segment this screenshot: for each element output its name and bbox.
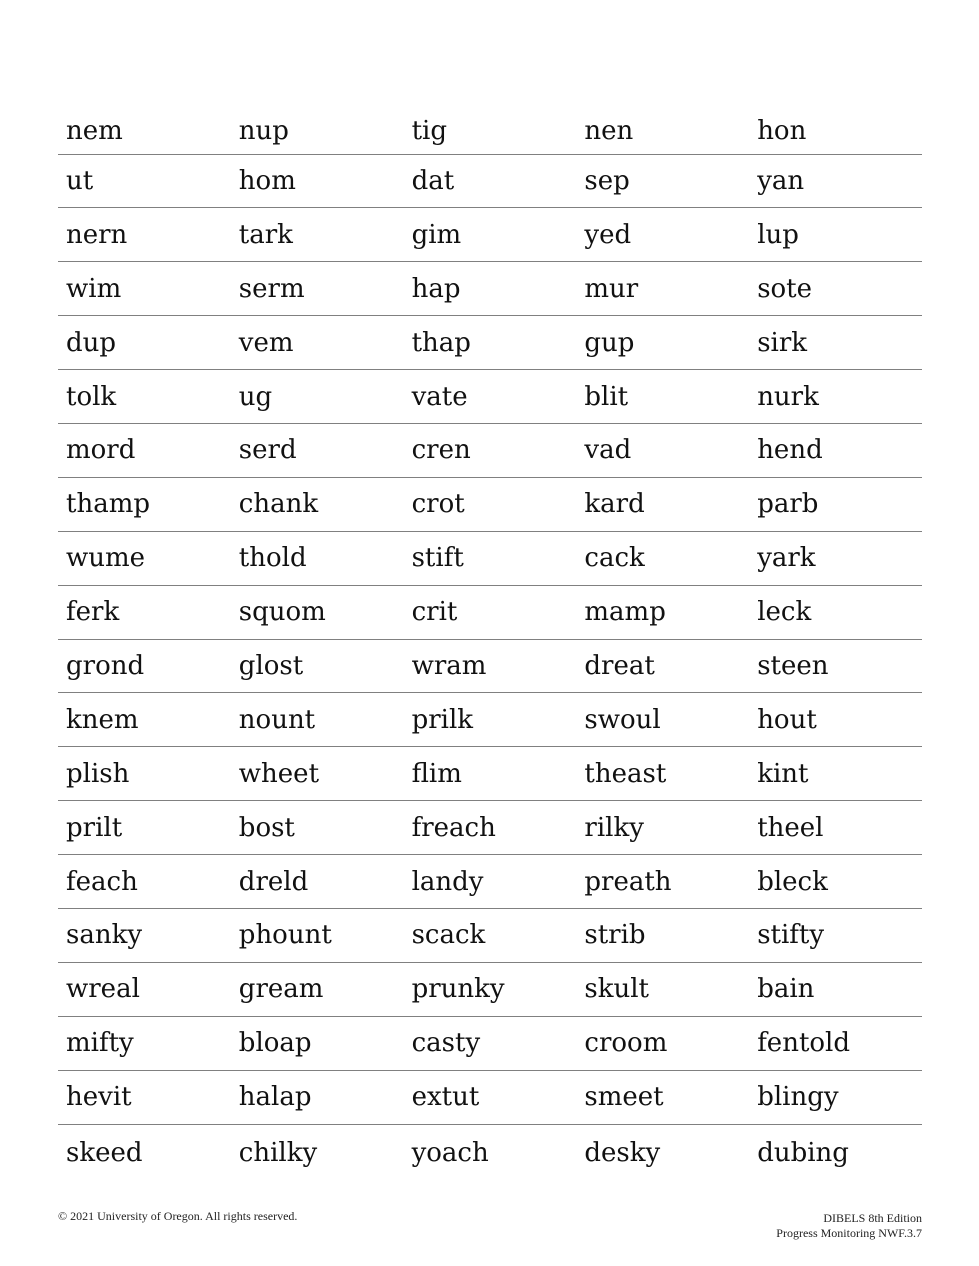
word-cell: tig [411,115,448,146]
word-row [58,262,922,316]
word-row [58,908,922,962]
word-cell: prilt [58,801,231,855]
word-cell: tark [231,208,404,262]
word-cell: strib [576,908,749,962]
word-cell: grond [58,639,231,693]
word-cell: hend [749,423,922,477]
word-cell: skeed [58,1124,231,1178]
word-cell: bost [231,801,404,855]
word-cell: theel [749,801,922,855]
word-cell: ug [231,370,404,424]
word-cell: nurk [749,370,922,424]
word-cell: kard [576,477,749,531]
word-cell: sirk [749,316,922,370]
word-cell: dreld [231,855,404,909]
word-cell: cren [404,423,577,477]
word-cell: ut [58,154,231,208]
word-cell: steen [749,639,922,693]
word-cell: casty [404,1016,577,1070]
word-cell: nem [66,115,123,146]
word-row [58,747,922,801]
word-cell: bain [749,962,922,1016]
word-cell: squom [231,585,404,639]
word-cell: hout [749,693,922,747]
word-row [58,316,922,370]
word-row [58,693,922,747]
word-row [58,639,922,693]
word-row [58,208,922,262]
word-cell: bloap [231,1016,404,1070]
word-cell: crot [404,477,577,531]
word-row [58,855,922,909]
word-cell: phount [231,908,404,962]
word-cell: parb [749,477,922,531]
word-cell: nen [584,115,634,146]
word-cell: cack [576,531,749,585]
word-grid-body [58,106,922,1178]
word-cell: wume [58,531,231,585]
word-cell: dup [58,316,231,370]
word-cell: stift [404,531,577,585]
word-cell: yark [749,531,922,585]
word-cell: blit [576,370,749,424]
word-cell: chilky [231,1124,404,1178]
word-cell: croom [576,1016,749,1070]
edition-label: DIBELS 8th Edition [823,1211,922,1225]
word-cell: wim [58,262,231,316]
word-cell: theast [576,747,749,801]
word-cell: preath [576,855,749,909]
word-row [58,962,922,1016]
word-cell: hom [231,154,404,208]
word-row [58,154,922,208]
word-cell: gup [576,316,749,370]
word-cell: halap [231,1070,404,1124]
word-row [58,1016,922,1070]
word-cell: prunky [404,962,577,1016]
word-cell: vad [576,423,749,477]
word-cell: gim [404,208,577,262]
word-cell: nount [231,693,404,747]
word-cell: thold [231,531,404,585]
word-cell: sep [576,154,749,208]
word-cell: gream [231,962,404,1016]
word-cell: dubing [749,1124,922,1178]
word-cell: stifty [749,908,922,962]
word-cell: yan [749,154,922,208]
copyright-notice: © 2021 University of Oregon. All rights reserved. [58,1209,298,1223]
word-cell: flim [404,747,577,801]
word-cell: extut [404,1070,577,1124]
word-cell: thap [404,316,577,370]
word-cell: thamp [58,477,231,531]
word-cell: vate [404,370,577,424]
word-cell: crit [404,585,577,639]
word-cell: bleck [749,855,922,909]
word-cell: desky [576,1124,749,1178]
word-cell: serd [231,423,404,477]
word-row [58,477,922,531]
form-id-label: Progress Monitoring NWF.3.7 [776,1226,922,1240]
word-cell: lup [749,208,922,262]
word-cell: mord [58,423,231,477]
word-cell: tolk [58,370,231,424]
word-cell: prilk [404,693,577,747]
word-cell: mur [576,262,749,316]
word-cell: wram [404,639,577,693]
word-cell: leck [749,585,922,639]
word-cell: knem [58,693,231,747]
word-cell: yoach [404,1124,577,1178]
form-identifier [776,1211,922,1241]
word-cell: vem [231,316,404,370]
word-cell: plish [58,747,231,801]
word-row [58,585,922,639]
word-cell: freach [404,801,577,855]
word-row [58,370,922,424]
word-cell: nup [238,115,289,146]
word-cell: dreat [576,639,749,693]
word-cell: scack [404,908,577,962]
word-cell: hap [404,262,577,316]
word-row [58,1070,922,1124]
word-cell: hevit [58,1070,231,1124]
word-cell: swoul [576,693,749,747]
word-cell: ferk [58,585,231,639]
word-cell: chank [231,477,404,531]
word-row [58,1124,922,1178]
word-cell: sote [749,262,922,316]
word-cell: blingy [749,1070,922,1124]
word-cell: yed [576,208,749,262]
word-cell: fentold [749,1016,922,1070]
word-cell: landy [404,855,577,909]
word-cell: kint [749,747,922,801]
word-row [58,801,922,855]
word-cell: smeet [576,1070,749,1124]
word-cell: serm [231,262,404,316]
word-cell: mamp [576,585,749,639]
word-row [58,423,922,477]
word-cell: feach [58,855,231,909]
word-cell: glost [231,639,404,693]
word-row [58,106,922,154]
word-cell: mifty [58,1016,231,1070]
word-row [58,531,922,585]
word-cell: hon [757,115,807,146]
nonsense-word-grid [58,106,922,1178]
word-cell: sanky [58,908,231,962]
word-cell: wreal [58,962,231,1016]
word-cell: nern [58,208,231,262]
word-cell: dat [404,154,577,208]
word-cell: rilky [576,801,749,855]
word-cell: skult [576,962,749,1016]
word-cell: wheet [231,747,404,801]
